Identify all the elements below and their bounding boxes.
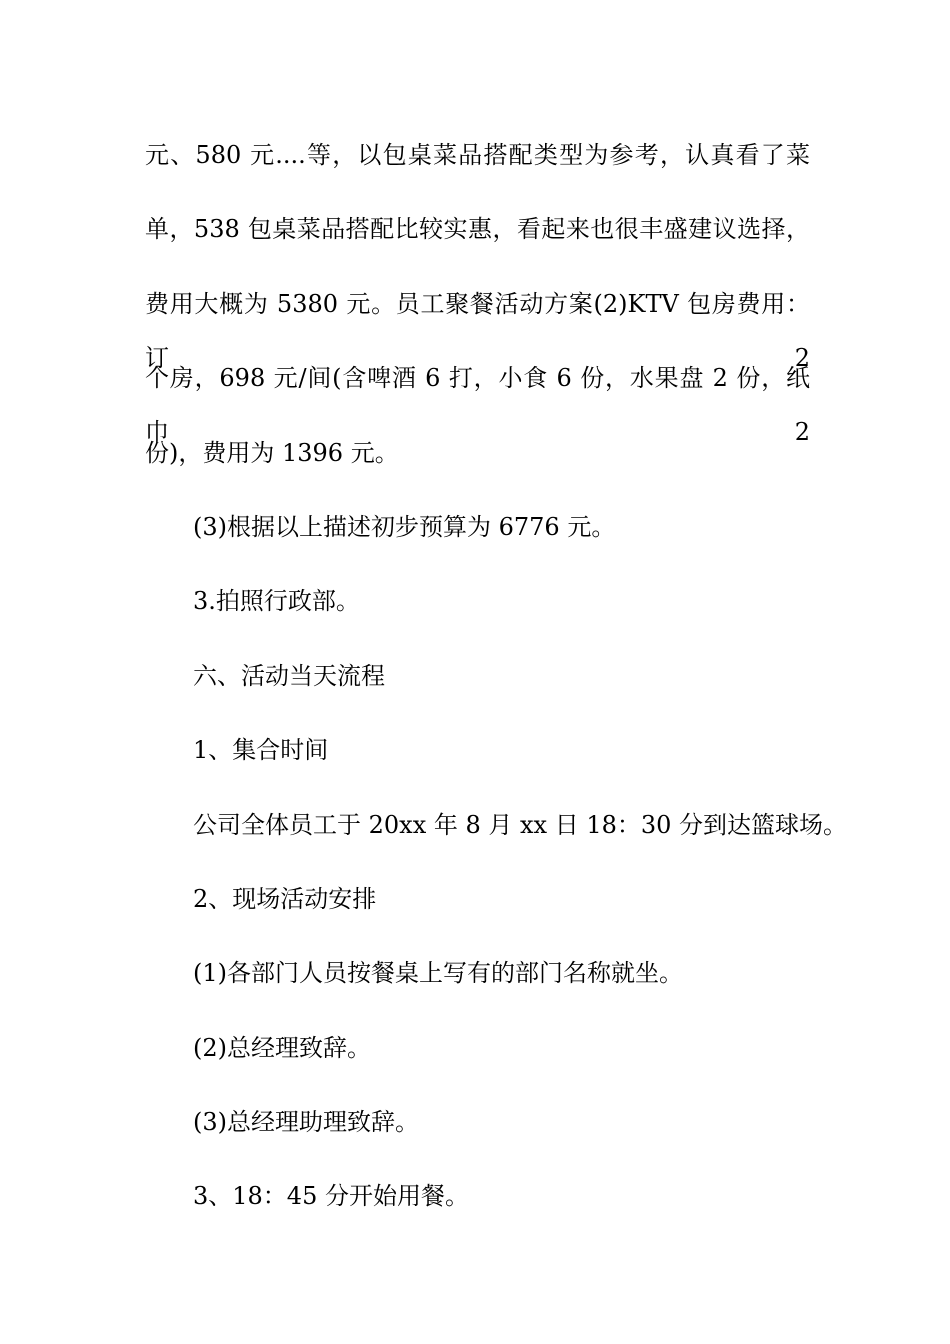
subsection-heading: 3、18：45 分开始用餐。 xyxy=(193,1182,469,1211)
paragraph-line: 公司全体员工于 20xx 年 8 月 xx 日 18：30 分到达篮球场。 xyxy=(193,810,848,839)
paragraph-line: 份)，费用为 1396 元。 xyxy=(145,438,399,467)
subsection-heading: 1、集合时间 xyxy=(193,736,329,765)
paragraph-line: 元、580 元....等，以包桌菜品搭配类型为参考，认真看了菜 xyxy=(145,141,810,169)
budget-total-line: (3)根据以上描述初步预算为 6776 元。 xyxy=(193,512,616,541)
paragraph-line: 个房，698 元/间(含啤酒 6 打，小食 6 份，水果盘 2 份，纸巾 2 xyxy=(145,364,810,447)
paragraph-line: 费用大概为 5380 元。员工聚餐活动方案(2)KTV 包房费用：订 2 xyxy=(145,289,810,372)
document-body xyxy=(145,128,848,1244)
list-item: (2)总经理致辞。 xyxy=(193,1033,371,1062)
list-item: (3)总经理助理致辞。 xyxy=(193,1108,419,1137)
subsection-heading: 2、现场活动安排 xyxy=(193,884,377,913)
list-item: (1)各部门人员按餐桌上写有的部门名称就坐。 xyxy=(193,959,683,988)
section-heading: 六、活动当天流程 xyxy=(193,661,385,690)
paragraph-line: 单，538 包桌菜品搭配比较实惠，看起来也很丰盛建议选择， xyxy=(145,215,810,244)
photo-item: 3.拍照行政部。 xyxy=(193,587,360,616)
